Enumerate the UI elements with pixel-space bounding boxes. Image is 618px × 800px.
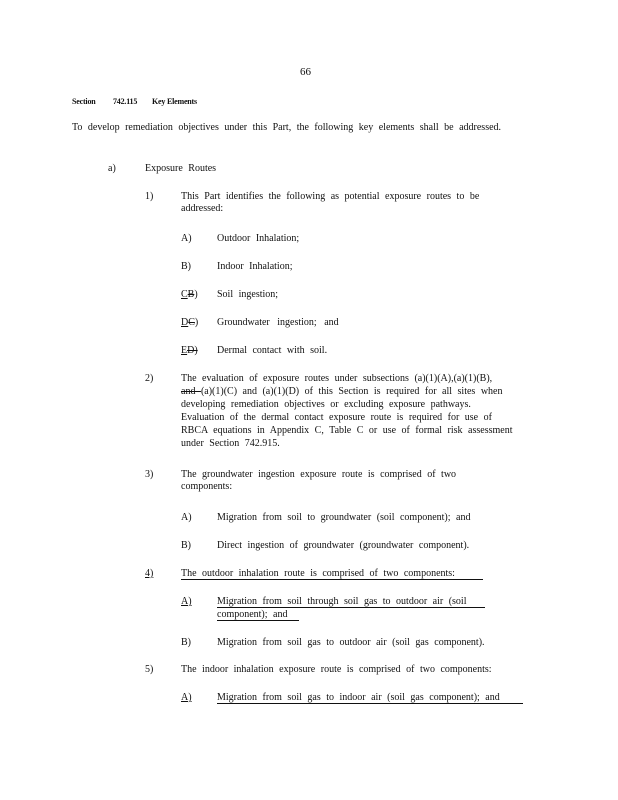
item-1C-text: Soil ingestion;: [217, 289, 279, 300]
item-3-text: The groundwater ingestion exposure route is comprised of two components:: [181, 469, 457, 492]
item-3B-marker: B): [181, 540, 191, 551]
item-2-line-2: [181, 386, 502, 398]
item-1D-text: Groundwater ingestion; and: [217, 317, 339, 328]
item-2-line-1: The evaluation of exposure routes under subsections (a)(1)(A),(a)(1)(B),: [181, 373, 493, 384]
item-1E-marker: [181, 345, 198, 357]
item-2-line-4: Evaluation of the dermal contact exposure route is required for use of: [181, 412, 492, 423]
item-5A-marker: A): [181, 692, 192, 703]
item-4B-text: Migration from soil gas to outdoor air (soil gas component).: [217, 637, 485, 648]
item-2-deleted-text: and: [181, 386, 201, 397]
intro-paragraph: To develop remediation objectives under this Part, the following key elements shall be addressed.: [72, 122, 502, 133]
item-4B-marker: B): [181, 637, 191, 648]
item-1D-marker-end: ): [194, 317, 199, 328]
item-1-text: This Part identifies the following as potential exposure routes to be addressed:: [181, 191, 480, 214]
item-5-marker: 5): [145, 664, 154, 675]
item-1D-marker-deleted: C: [188, 317, 195, 328]
item-4-marker: 4): [145, 568, 154, 579]
section-title: Key Elements: [152, 97, 197, 106]
item-2-line-5: RBCA equations in Appendix C, Table C or use of formal risk assessment: [181, 425, 513, 436]
subsection-a-marker: a): [108, 163, 116, 174]
item-1C-marker-inserted: C: [181, 289, 188, 300]
item-3A-text: Migration from soil to groundwater (soil component); and: [217, 512, 471, 523]
item-4-underline: [181, 579, 483, 580]
item-4A-underline-2: [217, 620, 299, 621]
item-1D-marker-inserted: D: [181, 317, 189, 328]
item-5A-underline: [217, 703, 523, 704]
item-3A-marker: A): [181, 512, 192, 523]
item-4-text: The outdoor inhalation route is comprised of two components:: [181, 568, 455, 579]
item-1B-marker: B): [181, 261, 191, 272]
item-1C-marker-end: ): [194, 289, 198, 300]
item-5A-text: Migration from soil gas to indoor air (soil gas component); and: [217, 692, 500, 703]
item-1-marker: 1): [145, 191, 154, 202]
item-4A-line-1: Migration from soil through soil gas to outdoor air (soil: [217, 596, 467, 607]
item-5-text: The indoor inhalation exposure route is comprised of two components:: [181, 664, 492, 675]
item-1D-marker: [181, 317, 198, 329]
item-2-line-2-text: (a)(1)(C) and (a)(1)(D) of this Section is required for all sites when: [200, 386, 503, 397]
section-label: Section: [72, 97, 96, 106]
item-2-marker: 2): [145, 373, 154, 384]
item-1E-marker-inserted: E: [181, 345, 188, 356]
item-1C-marker: [181, 289, 198, 301]
item-1E-text: Dermal contact with soil.: [217, 345, 328, 356]
item-3-marker: 3): [145, 469, 154, 480]
page-number: 66: [300, 66, 311, 78]
item-4A-line-2: component); and: [217, 609, 288, 620]
item-4A-marker: A): [181, 596, 192, 607]
item-3B-text: Direct ingestion of groundwater (groundwater component).: [217, 540, 470, 551]
section-number: 742.115: [113, 97, 138, 106]
item-2-line-3: developing remediation objectives or excluding exposure pathways.: [181, 399, 471, 410]
item-4A-underline-1: [217, 607, 485, 608]
item-1A-text: Outdoor Inhalation;: [217, 233, 300, 244]
item-1C-marker-deleted: B: [187, 289, 195, 300]
item-1E-marker-deleted: D): [187, 345, 198, 356]
item-1B-text: Indoor Inhalation;: [217, 261, 293, 272]
item-2-line-6: under Section 742.915.: [181, 438, 280, 449]
item-1A-marker: A): [181, 233, 192, 244]
subsection-a-title: Exposure Routes: [145, 163, 217, 174]
